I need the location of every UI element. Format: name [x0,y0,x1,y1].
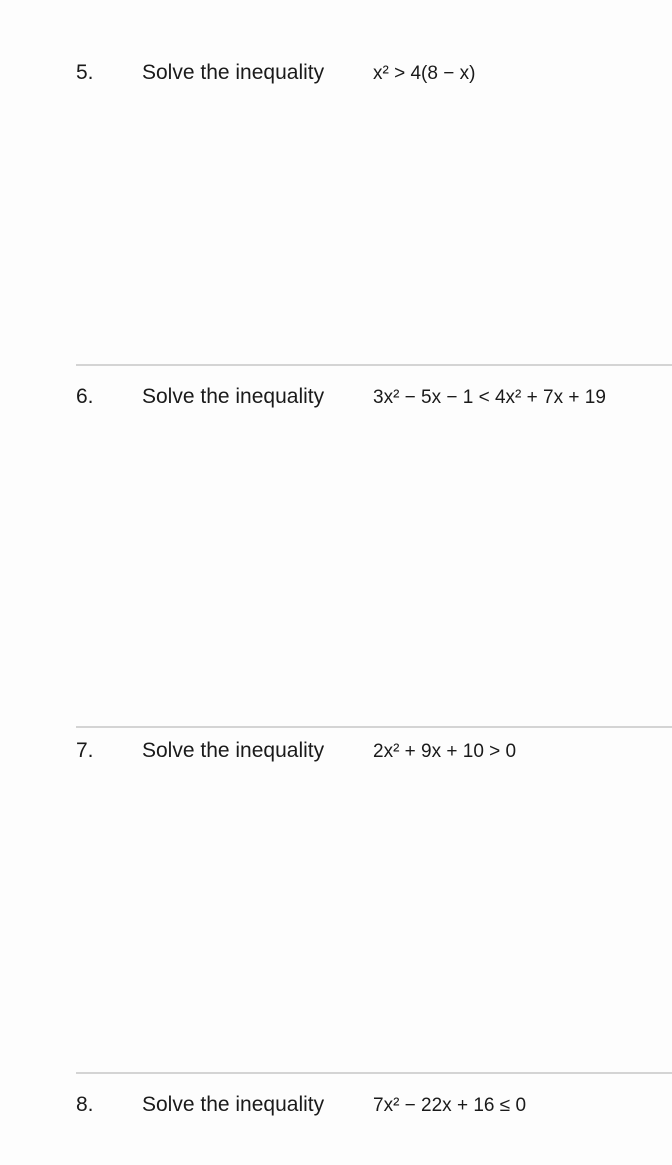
question-prompt: Solve the inequality [142,1093,325,1116]
question-prompt: Solve the inequality [142,61,325,84]
question-prompt: Solve the inequality [142,385,325,408]
question-expression: 7x² − 22x + 16 ≤ 0 [373,1095,527,1116]
question-expression: x² > 4(8 − x) [373,63,476,84]
question-expression: 2x² + 9x + 10 > 0 [373,741,517,762]
question-number: 6. [76,385,94,408]
question-5 [0,59,672,99]
question-prompt: Solve the inequality [142,739,325,762]
divider [76,364,672,366]
question-number: 8. [76,1093,94,1116]
question-6 [0,383,672,423]
question-7 [0,737,672,777]
question-number: 5. [76,61,94,84]
divider [76,1072,672,1074]
question-8 [0,1091,672,1131]
divider [76,726,672,728]
question-number: 7. [76,739,94,762]
question-expression: 3x² − 5x − 1 < 4x² + 7x + 19 [373,387,606,408]
